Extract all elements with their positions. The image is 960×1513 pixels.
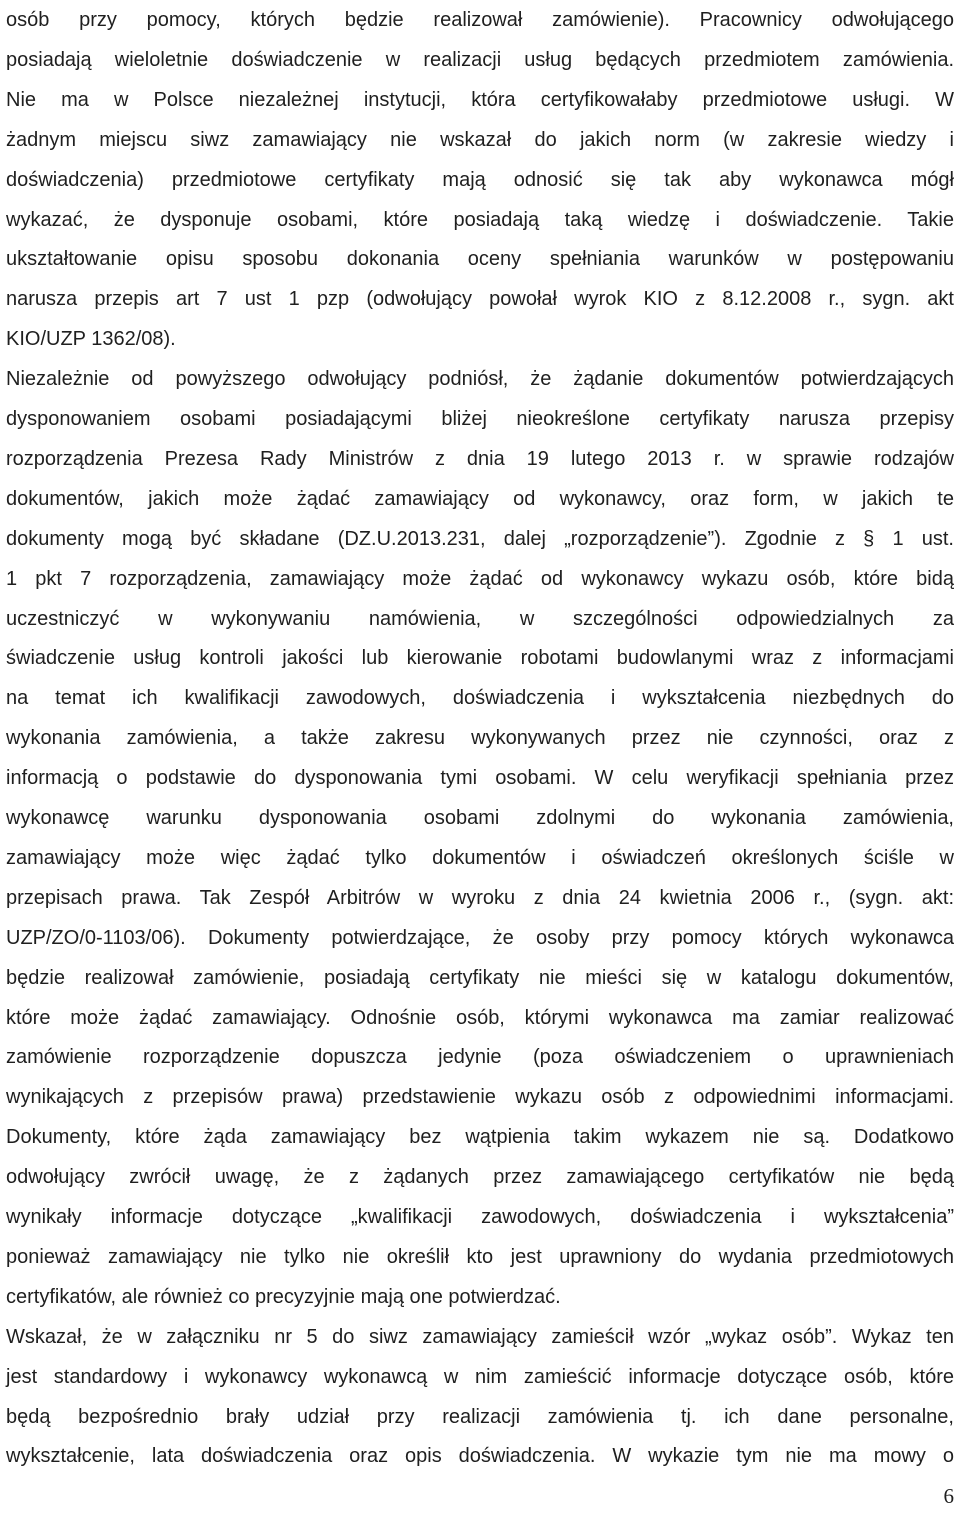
text-line: uczestniczyć w wykonywaniu namówienia, w szczególności odpowiedzialnych za: [6, 608, 954, 630]
text-line: będą bezpośrednio brały udział przy realizacji zamówienia tj. ich dane personalne,: [6, 1406, 954, 1428]
text-line: wykonania zamówienia, a także zakresu wykonywanych przez nie czynności, oraz z: [6, 727, 954, 749]
text-line: Nie ma w Polsce niezależnej instytucji, która certyfikowałaby przedmiotowe usługi. W: [6, 89, 954, 111]
text-line: wykonawcę warunku dysponowania osobami zdolnymi do wykonania zamówienia,: [6, 807, 954, 829]
text-line: 1 pkt 7 rozporządzenia, zamawiający może żądać od wykonawcy wykazu osób, które bidą: [6, 568, 954, 590]
text-line: dokumenty mogą być składane (DZ.U.2013.231, dalej „rozporządzenie”). Zgodnie z § 1 ust.: [6, 528, 954, 550]
text-line: wykształcenie, lata doświadczenia oraz opis doświadczenia. W wykazie tym nie ma mowy o: [6, 1445, 954, 1467]
text-line: zamówienie rozporządzenie dopuszcza jedynie (poza oświadczeniem o uprawnieniach: [6, 1046, 954, 1068]
text-line: które może żądać zamawiający. Odnośnie osób, którymi wykonawca ma zamiar realizować: [6, 1007, 954, 1029]
text-line: doświadczenia) przedmiotowe certyfikaty mają odnosić się tak aby wykonawca mógł: [6, 169, 954, 191]
text-line: odwołujący zwrócił uwagę, że z żądanych przez zamawiającego certyfikatów nie będą: [6, 1166, 954, 1188]
text-line: jest standardowy i wykonawcy wykonawcą w nim zamieścić informacje dotyczące osób, które: [6, 1366, 954, 1388]
text-line: KIO/UZP 1362/08).: [6, 328, 176, 350]
text-line: Dokumenty, które żąda zamawiający bez wątpienia takim wykazem nie są. Dodatkowo: [6, 1126, 954, 1148]
text-line: ponieważ zamawiający nie tylko nie określił kto jest uprawniony do wydania przedmiotowych: [6, 1246, 954, 1268]
text-line: certyfikatów, ale również co precyzyjnie mają one potwierdzać.: [6, 1286, 561, 1308]
text-line: przepisach prawa. Tak Zespół Arbitrów w wyroku z dnia 24 kwietnia 2006 r., (sygn. akt:: [6, 887, 954, 909]
text-line: osób przy pomocy, których będzie realizował zamówienie). Pracownicy odwołującego: [6, 9, 954, 31]
text-line: dysponowaniem osobami posiadającymi bliżej nieokreślone certyfikaty narusza przepisy: [6, 408, 954, 430]
text-line: dokumentów, jakich może żądać zamawiający od wykonawcy, oraz form, w jakich te: [6, 488, 954, 510]
text-line: Niezależnie od powyższego odwołujący podniósł, że żądanie dokumentów potwierdzających: [6, 368, 954, 390]
text-line: zamawiający może więc żądać tylko dokumentów i oświadczeń określonych ściśle w: [6, 847, 954, 869]
text-line: na temat ich kwalifikacji zawodowych, doświadczenia i wykształcenia niezbędnych do: [6, 687, 954, 709]
text-line: narusza przepis art 7 ust 1 pzp (odwołujący powołał wyrok KIO z 8.12.2008 r., sygn. akt: [6, 288, 954, 310]
text-line: Wskazał, że w załączniku nr 5 do siwz zamawiający zamieścił wzór „wykaz osób”. Wykaz ten: [6, 1326, 954, 1348]
text-line: wynikających z przepisów prawa) przedstawienie wykazu osób z odpowiednimi informacjami.: [6, 1086, 954, 1108]
text-line: ukształtowanie opisu sposobu dokonania oceny spełniania warunków w postępowaniu: [6, 248, 954, 270]
text-line: wykazać, że dysponuje osobami, które posiadają taką wiedzę i doświadczenie. Takie: [6, 209, 954, 231]
text-line: świadczenie usług kontroli jakości lub kierowanie robotami budowlanymi wraz z informacjami: [6, 647, 954, 669]
text-line: będzie realizował zamówienie, posiadają certyfikaty nie mieści się w katalogu dokumentów,: [6, 967, 954, 989]
text-line: UZP/ZO/0-1103/06). Dokumenty potwierdzające, że osoby przy pomocy których wykonawca: [6, 927, 954, 949]
text-line: posiadają wieloletnie doświadczenie w realizacji usług będących przedmiotem zamówienia.: [6, 49, 954, 71]
text-line: rozporządzenia Prezesa Rady Ministrów z dnia 19 lutego 2013 r. w sprawie rodzajów: [6, 448, 954, 470]
text-line: żadnym miejscu siwz zamawiający nie wskazał do jakich norm (w zakresie wiedzy i: [6, 129, 954, 151]
text-line: informacją o podstawie do dysponowania tymi osobami. W celu weryfikacji spełniania przez: [6, 767, 954, 789]
page-number: 6: [943, 1484, 954, 1508]
text-line: wynikały informacje dotyczące „kwalifikacji zawodowych, doświadczenia i wykształcenia”: [6, 1206, 954, 1228]
